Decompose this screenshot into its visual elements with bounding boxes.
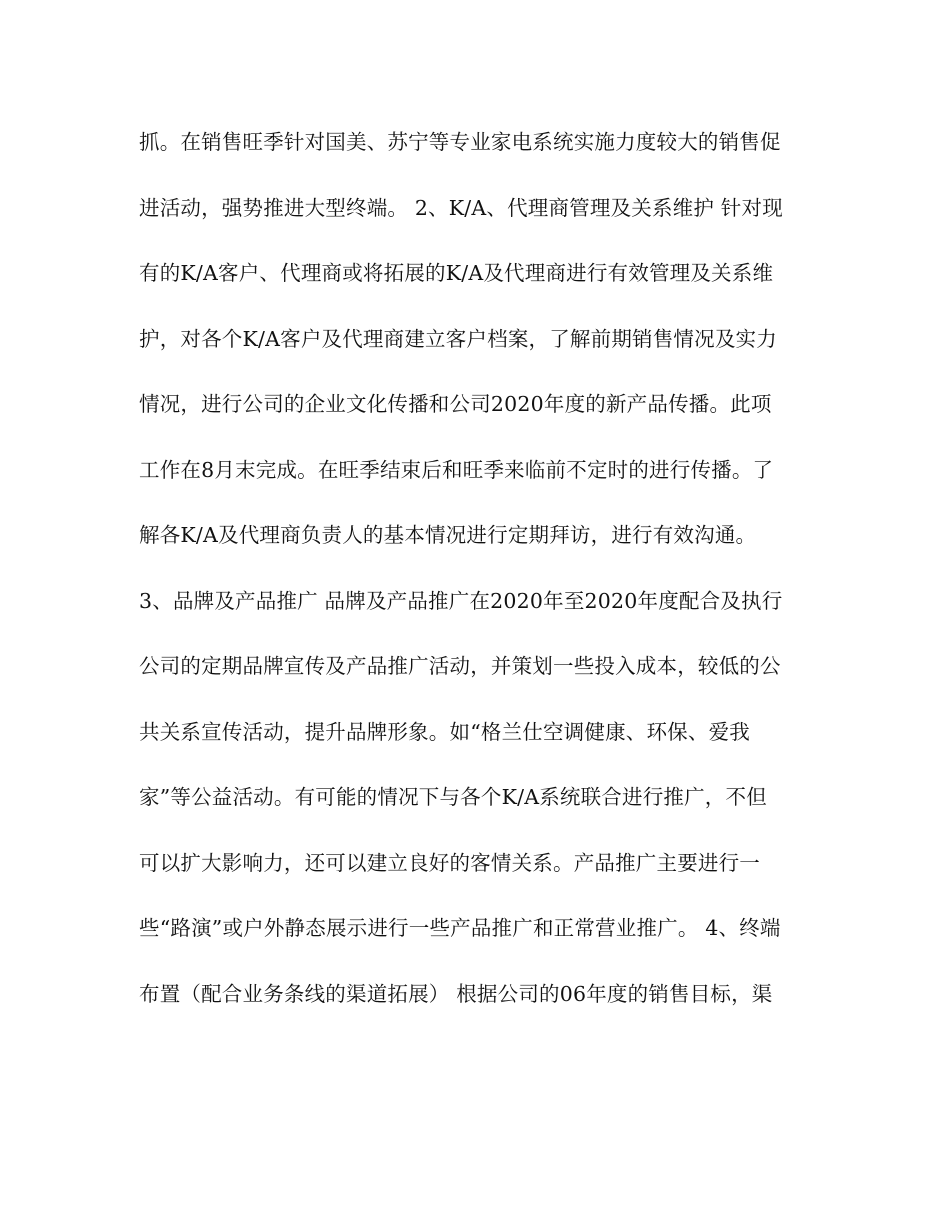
text-line: 工作在8月末完成。在旺季结束后和旺季来临前不定时的进行传播。了 bbox=[139, 457, 774, 482]
text-line: 家”等公益活动。有可能的情况下与各个K/A系统联合进行推广，不但 bbox=[139, 785, 767, 809]
text-line: 护，对各个K/A客户及代理商建立客户档案，了解前期销售情况及实力 bbox=[139, 326, 777, 351]
text-line: 公司的定期品牌宣传及产品推广活动，并策划一些投入成本，较低的公 bbox=[139, 654, 781, 678]
text-line: 可以扩大影响力，还可以建立良好的客情关系。产品推广主要进行一 bbox=[139, 850, 760, 875]
text-line: 进活动，强势推进大型终端。 2、K/A、代理商管理及关系维护 针对现 bbox=[139, 195, 783, 220]
text-line: 布置（配合业务条线的渠道拓展） 根据公司的06年度的销售目标，渠 bbox=[139, 981, 773, 1006]
text-line: 3、品牌及产品推广 品牌及产品推广在2020年至2020年度配合及执行 bbox=[139, 588, 783, 613]
text-line: 情况，进行公司的企业文化传播和公司2020年度的新产品传播。此项 bbox=[139, 392, 772, 416]
text-line: 共关系宣传活动，提升品牌形象。如“格兰仕空调健康、环保、爱我 bbox=[139, 719, 750, 744]
text-line: 抓。在销售旺季针对国美、苏宁等专业家电系统实施力度较大的销售促 bbox=[139, 130, 781, 154]
text-line: 有的K/A客户、代理商或将拓展的K/A及代理商进行有效管理及关系维 bbox=[139, 261, 774, 285]
text-line: 些“路演”或户外静态展示进行一些产品推广和正常营业推广。 4、终端 bbox=[139, 916, 781, 940]
body-text bbox=[139, 121, 829, 1038]
text-line: 解各K/A及代理商负责人的基本情况进行定期拜访，进行有效沟通。 bbox=[139, 523, 757, 547]
